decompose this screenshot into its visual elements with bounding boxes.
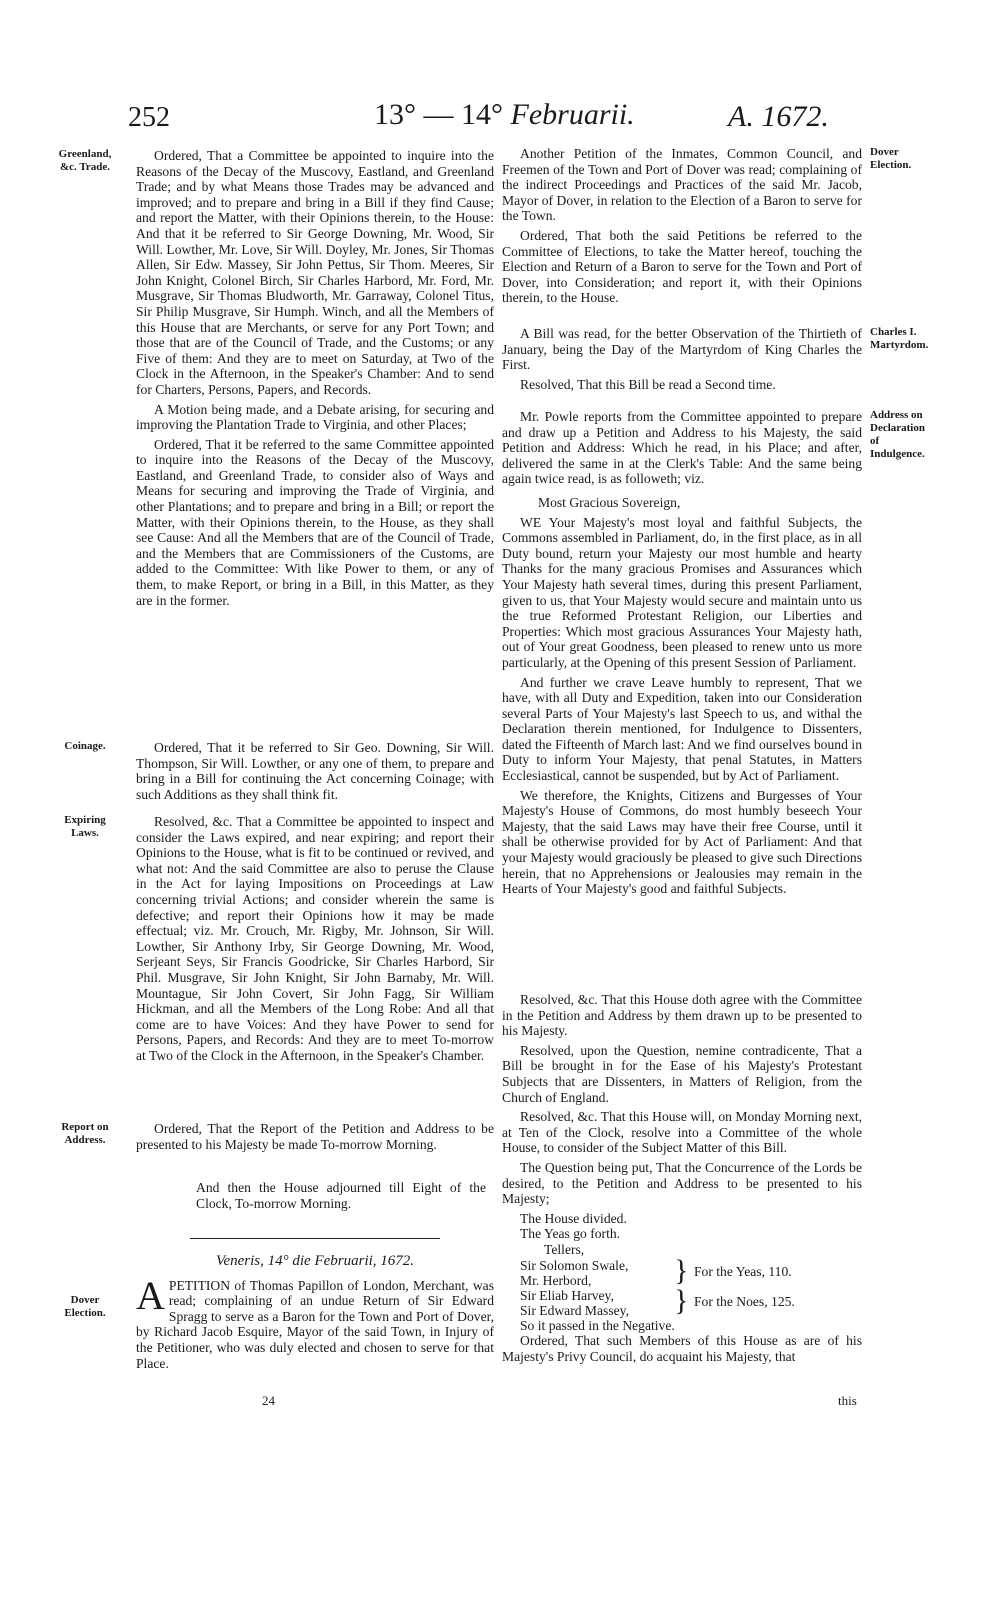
passed-negative: So it passed in the Negative. — [520, 1317, 675, 1333]
brace-noes: } — [674, 1283, 689, 1317]
margin-note-dover-election-right: Dover Election. — [870, 146, 912, 171]
paragraph-privy-council: Ordered, That such Members of this House as are of his Majesty's Privy Council, do acquaint his Majesty, that — [502, 1333, 862, 1364]
left-column-expiring — [136, 814, 494, 1068]
drop-cap: A — [136, 1272, 165, 1318]
margin-note-report-address: Report on Address. — [61, 1121, 109, 1146]
yeas-result: For the Yeas, 110. — [694, 1263, 792, 1279]
yea-tellers — [520, 1258, 628, 1288]
papillon-petition-text: PETITION of Thomas Papillon of London, Merchant, was read; complaining of an undue Return of Sir Edward Spragg to serve as a Baron for the Town and Port of Dover, by Richard Jacob Esquire, Mayor of the said Town, in Injury of the Petitioner, who was duly elected and chosen to serve for that Place. — [136, 1277, 494, 1371]
paragraph-elections-order: Ordered, That both the said Petitions be referred to the Committee of Elections, to take the Matter hereof, touching the Election and Return of a Baron to serve for the Town and Port of Dover, into Consideration; and report it, with their Opinions therein, to the House. — [502, 227, 862, 306]
salutation: Most Gracious Sovereign, — [538, 494, 681, 510]
header-date — [374, 98, 635, 132]
left-column-adjourn — [196, 1180, 486, 1215]
tellers-label: Tellers, — [544, 1241, 585, 1257]
paragraph-report-order: Ordered, That the Report of the Petition and Address to be presented to his Majesty be made To-morrow Morning. — [136, 1121, 494, 1152]
paragraph-powle-report: Mr. Powle reports from the Committee appointed to prepare and draw up a Petition and Address to his Majesty, the said Petition and Address: Which he read, in his Place; and after, delivered the same in at the Clerk's Table: And the same being again twice read, is as followeth; viz. — [502, 409, 862, 487]
paragraph-committee-monday: Resolved, &c. That this House will, on Monday Morning next, at Ten of the Clock, resolve into a Committee of the whole House, to consider of the Subject Matter of this Bill. — [502, 1109, 862, 1156]
header-days: 13° — 14° — [374, 98, 503, 131]
paragraph-adjournment: And then the House adjourned till Eight of the Clock, To-morrow Morning. — [196, 1180, 486, 1211]
address-paragraph-2: And further we crave Leave humbly to represent, That we have, with all Duty and Expedition, taken into our Consideration several Parts of Your Majesty's last Speech to us, and withal the Declaration therein mentioned, for Indulgence to Dissenters, dated the Fifteenth of March last: And we find ourselves bound in Duty to inform Your Majesty, that penal Statutes, in Matters Ecclesiastical, cannot be suspended, but by Act of Parliament. — [502, 674, 862, 784]
no-tellers — [520, 1288, 629, 1318]
right-column-top — [502, 146, 862, 310]
right-column-resolutions — [502, 992, 862, 1368]
paragraph-virginia-order: Ordered, That it be referred to the same Committee appointed to inquire into the Reasons of the Decay of the Muscovy, Eastland, and Greenland Trade, to consider also of Ways and Means for securing and improving the Trade of Virginia, and other Plantations; and to prepare and bring in a Bill; or report the Matter, with their Opinions therein, to the House, as they shall see Cause: And all the Members that are of the Council of Trade, and the Members that are Commissioners of the Customs, are added to the Committee: With like Power to them, or any of them, to make Report, or bring in a Bill, in this Matter, as they are in the former. — [136, 436, 494, 608]
day-heading: Veneris, 14° die Februarii, 1672. — [215, 1253, 415, 1269]
margin-note-dover-election-left: Dover Election. — [64, 1294, 106, 1319]
margin-note-charles-martyrdom: Charles I. Martyrdom. — [870, 326, 929, 351]
left-column-report — [136, 1121, 494, 1156]
paragraph-agree-resolution: Resolved, &c. That this House doth agree with the Committee in the Petition and Address by them drawn up to be presented to his Majesty. — [502, 992, 862, 1039]
paragraph-expiring-laws: Resolved, &c. That a Committee be appointed to inspect and consider the Laws expired, and near expiring; and report their Opinions to the House, what is fit to be continued or revived, and what not: And the said Committee are also to peruse the Clause in the Act for laying Impositions on Proceedings at Law concerning trivial Actions; and consider wherein the same is defective; and report their Opinions how it may be made effectual; viz. Mr. Crouch, Mr. Rigby, Mr. Johnson, Sir Will. Lowther, Sir Anthony Irby, Sir George Downing, Mr. Wood, Serjeant Seys, Sir Francis Goodricke, Sir Charles Harbord, Sir Phil. Musgrave, Sir John Knight, Sir John Barnaby, Mr. Will. Mountague, Sir John Covert, Sir John Fagg, Sir William Hickman, and all the Members of the Long Robe: And all that come are to have Voices: And they have Power to send for Persons, Papers, and Records: And they are to meet To-morrow at Two of the Clock in the Afternoon, in the Speaker's Chamber. — [136, 814, 494, 1063]
brace-yeas: } — [674, 1253, 689, 1287]
paragraph-martyrdom-bill: A Bill was read, for the better Observation of the Thirtieth of January, being the Day of the Martyrdom of King Charles the First. — [502, 326, 862, 373]
margin-note-declaration-indulgence: Address on Declaration of Indulgence. — [870, 409, 925, 460]
left-column-day — [136, 1254, 494, 1375]
page-header — [120, 98, 920, 138]
paragraph-plantation-motion: A Motion being made, and a Debate arising, for securing and improving the Plantation Trade to Virginia, and other Places; — [136, 401, 494, 433]
teller-yea-2: Mr. Herbord, — [520, 1272, 592, 1288]
paragraph-question-put: The Question being put, That the Concurrence of the Lords be desired, to the Petition and Address to be presented to his Majesty; — [502, 1159, 862, 1207]
teller-yea-1: Sir Solomon Swale, — [520, 1257, 629, 1273]
yeas-go-forth: The Yeas go forth. — [520, 1226, 621, 1242]
right-column-bill — [502, 326, 862, 396]
paragraph-papillon-petition — [136, 1272, 494, 1372]
tellers-noes — [502, 1283, 862, 1318]
address-paragraph-3: We therefore, the Knights, Citizens and Burgesses of Your Majesty's House of Commons, do most humbly beseech Your Majesty, that the said Laws may have their free Course, until it shall be otherwise provided for by Act of Parliament: And that your Majesty would graciously be pleased to give such Directions herein, that no Apprehensions or Jealousies may remain in the Hearts of Your Majesty's good and faithful Subjects. — [502, 787, 862, 897]
header-year: A. 1672. — [728, 100, 829, 133]
left-column-top — [136, 148, 494, 612]
margin-note-coinage: Coinage. — [64, 740, 106, 752]
paragraph-greenland-committee: Ordered, That a Committee be appointed to inquire into the Reasons of the Decay of the Muscovy, Eastland, and Greenland Trade; and by what Means those Trades may be advanced and improved; and to prepare and bring in a Bill if they find Cause; and report the Matter, with their Opinions therein, to the House: And that it be referred to Sir George Downing, Mr. Wood, Sir Will. Lowther, Mr. Love, Sir Will. Doyley, Mr. Jones, Sir Thomas Allen, Sir Edw. Massey, Sir John Pettus, Sir Thom. Meeres, Sir John Knight, Colonel Birch, Sir Charles Harbord, Mr. Ford, Mr. Musgrave, Sir Thomas Bludworth, Mr. Garraway, Colonel Titus, Sir Philip Musgrave, Sir Humph. Winch, and all the Members of this House that are Merchants, or serve for any Port Town; and those that are of the Council of Trade, and the Customs; or any Five of them: And they are to meet on Saturday, at Two of the Clock in the Afternoon, in the Speaker's Chamber: And to send for Charters, Persons, Papers, and Records. — [136, 148, 494, 397]
address-paragraph-1: WE Your Majesty's most loyal and faithful Subjects, the Commons assembled in Parliament, do, in the first place, as in all Duty bound, return your Majesty our most humble and hearty Thanks for the many gracious Promises and Assurances which Your Majesty hath several times, during this present Parliament, given to us, that Your Majesty would secure and maintain unto us the true Reformed Protestant Religion, our Liberties and Properties: Which most gracious Assurances Your Majesty hath, out of Your great Goodness, been pleased to renew unto us more particularly, at the Opening of this present Session of Parliament. — [502, 514, 862, 670]
section-rule — [190, 1238, 440, 1239]
paragraph-dover-petition: Another Petition of the Inmates, Common Council, and Freemen of the Town and Port of Dover was read; complaining of the indirect Proceedings and Practices of the said Mr. Jacob, Mayor of Dover, in relation to the Election of a Baron to serve for the Town. — [502, 146, 862, 224]
margin-note-expiring-laws: Expiring Laws. — [64, 814, 106, 839]
margin-note-greenland: Greenland, &c. Trade. — [58, 148, 112, 173]
paragraph-coinage-order: Ordered, That it be referred to Sir Geo. Downing, Sir Will. Thompson, Sir Will. Lowther, or any one of them, to prepare and bring in a Bill for continuing the Act concerning Coinage; with such Additions as they shall think fit. — [136, 740, 494, 802]
left-column-coinage — [136, 740, 494, 806]
page-number: 252 — [128, 102, 170, 133]
catchword: this — [838, 1393, 857, 1408]
house-divided: The House divided. — [520, 1210, 627, 1226]
teller-no-2: Sir Edward Massey, — [520, 1302, 629, 1318]
paragraph-second-reading: Resolved, That this Bill be read a Second time. — [520, 376, 776, 392]
signature-mark: 24 — [262, 1393, 275, 1408]
noes-result: For the Noes, 125. — [694, 1293, 795, 1309]
header-month: Februarii. — [510, 98, 635, 131]
right-column-address — [502, 409, 862, 901]
teller-no-1: Sir Eliab Harvey, — [520, 1287, 614, 1303]
paragraph-dissenters-bill: Resolved, upon the Question, nemine contradicente, That a Bill be brought in for the Ease of his Majesty's Protestant Subjects that are Dissenters, in Matters of Religion, from the Church of England. — [502, 1042, 862, 1105]
